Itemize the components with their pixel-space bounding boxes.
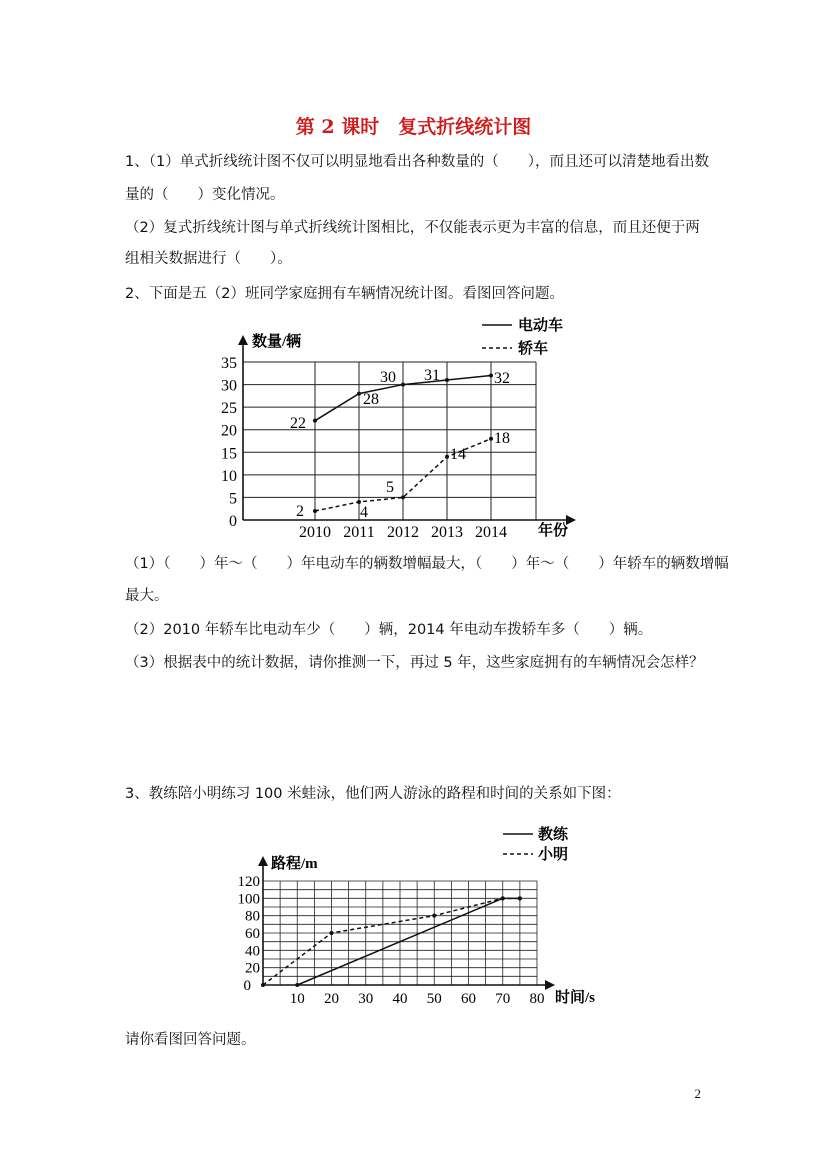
q2-sub2: （2）2010 年轿车比电动车少（ ）辆，2014 年电动车拨轿车多（ ）辆。 [125,622,653,638]
data-point [313,419,317,423]
data-point [445,455,449,459]
q3-outro: 请你看图回答问题。 [125,1032,256,1048]
page-title: 第 2 课时 复式折线统计图 [295,116,532,138]
data-point [489,374,493,378]
data-point [313,509,317,513]
data-label: 32 [494,370,510,387]
data-label: 18 [494,430,510,447]
data-point [432,914,436,918]
x-tick-label: 10 [289,991,305,1007]
legend-label-electric: 电动车 [518,318,564,334]
data-label: 14 [450,446,466,463]
vehicle-line-chart [221,312,590,544]
data-point [330,931,334,935]
x-tick-label: 2013 [431,524,463,541]
y-tick-label: 25 [221,400,237,418]
data-label: 28 [363,391,379,408]
x-axis-label: 时间/s [555,990,596,1006]
data-point [401,495,405,499]
x-axis-label: 年份 [538,523,569,539]
data-point [357,392,361,396]
x-tick-label: 2010 [299,524,331,541]
data-point [295,983,299,987]
data-label: 5 [386,479,394,496]
data-label: 4 [360,504,368,521]
y-tick-label: 30 [221,377,237,395]
x-tick-label: 60 [461,991,476,1007]
x-tick-label: 2012 [387,524,419,541]
y-tick-label: 80 [245,908,260,925]
data-point [518,896,522,900]
data-point [261,983,265,987]
y-axis-label: 数量/辆 [252,334,302,350]
q1-line-1: 1、（1）单式折线统计图不仅可以明显地看出各种数量的（ ），而且还可以清楚地看出数 [125,154,709,170]
q1-line-4: 组相关数据进行（ ）。 [125,251,292,267]
q3-intro: 3、教练陪小明练习 100 米蛙泳，他们两人游泳的路程和时间的关系如下图： [125,786,621,802]
q1-line-2: 量的（ ）变化情况。 [125,187,285,203]
x-tick-label: 20 [324,991,339,1007]
x-tick-label: 2011 [343,524,375,541]
y-tick-label: 35 [221,355,237,372]
x-tick-label: 40 [392,991,408,1007]
y-tick-label: 10 [221,467,237,485]
data-point [501,896,505,900]
data-point [401,383,405,387]
q2-sub1-line-1: （1）（ ）年～（ ）年电动车的辆数增幅最大，（ ）年～（ ）年轿车的辆数增幅 [125,556,729,572]
y-tick-label: 40 [245,943,260,960]
data-label: 2 [296,503,304,520]
x-tick-label: 80 [529,991,545,1007]
y-tick-label: 15 [221,445,237,463]
y-tick-label: 60 [245,926,260,942]
x-tick-label: 30 [358,991,374,1007]
data-point [489,437,493,441]
data-point [445,378,449,382]
x-tick-label: 2014 [475,524,507,541]
legend-label-coach: 教练 [538,827,569,843]
q2-sub1-line-2: 最大。 [125,588,169,604]
y-axis-label: 路程/m [271,856,318,872]
x-tick-label: 70 [495,991,511,1007]
data-label: 31 [424,367,440,384]
y-tick-label: 20 [221,422,237,440]
legend-label-xiaoming: 小明 [538,847,569,863]
q2-sub3: （3）根据表中的统计数据，请你推测一下，再过 5 年，这些家庭拥有的车辆情况会怎样？ [125,655,704,671]
y-tick-label: 120 [237,874,260,890]
y-axis-arrow [258,856,268,866]
data-label: 22 [290,415,306,432]
data-label: 30 [380,369,396,386]
x-axis-arrow [545,980,555,990]
y-tick-label: 0 [243,978,251,994]
x-tick-label: 50 [426,991,442,1007]
swimming-line-chart [225,815,620,1010]
page-number: 2 [694,1086,701,1101]
q2-intro: 2、下面是五（2）班同学家庭拥有车辆情况统计图。看图回答问题。 [125,286,564,302]
y-tick-label: 0 [229,513,237,530]
q1-line-3: （2）复式折线统计图与单式折线统计图相比，不仅能表示更为丰富的信息，而且还便于两 [125,220,700,236]
y-axis-arrow [238,335,248,345]
y-tick-label: 5 [229,490,237,508]
y-tick-label: 100 [237,891,260,908]
y-tick-label: 20 [245,960,260,977]
legend-label-car: 轿车 [518,341,549,357]
